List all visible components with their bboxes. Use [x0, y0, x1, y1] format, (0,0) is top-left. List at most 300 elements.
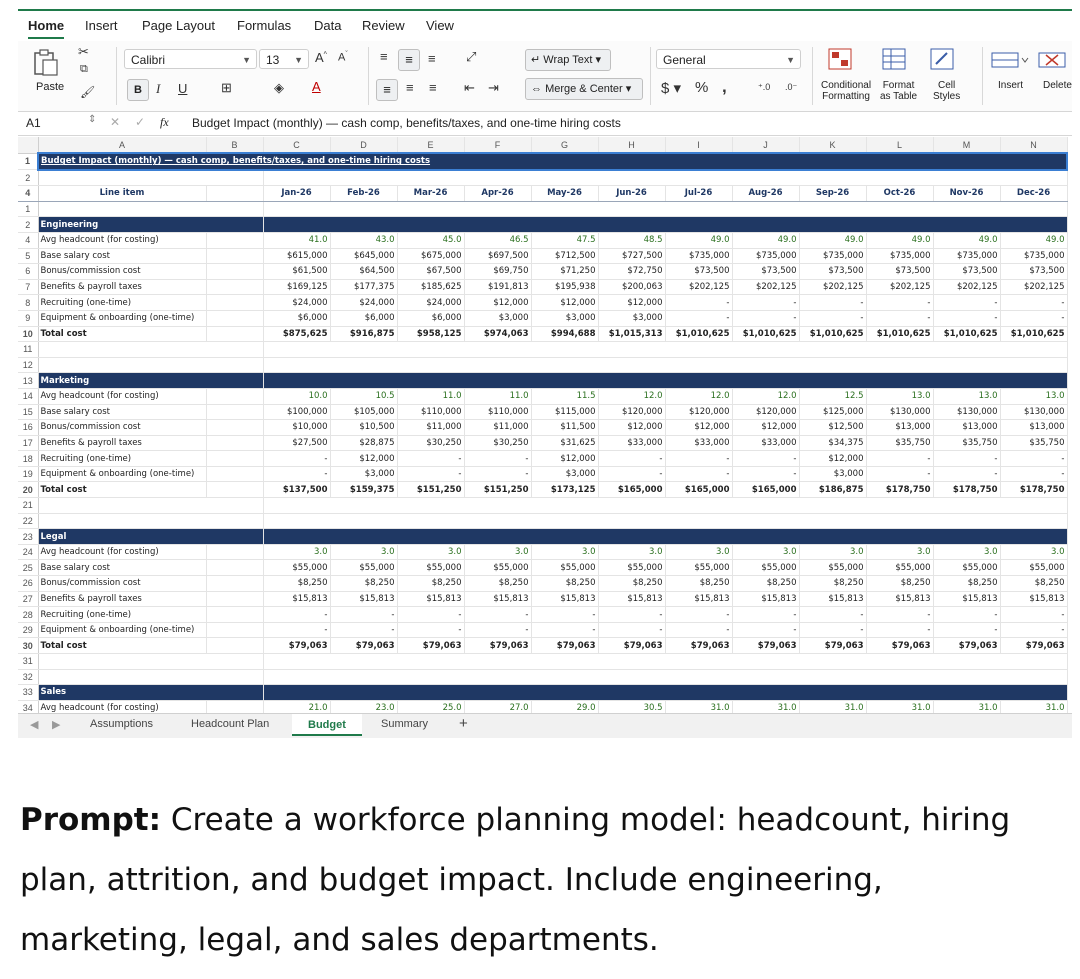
row-number[interactable]: 9 [18, 310, 38, 326]
value-cell[interactable]: 31.0 [799, 700, 866, 713]
value-cell[interactable]: $974,063 [464, 326, 531, 342]
value-cell[interactable]: $15,813 [1000, 591, 1067, 607]
value-cell[interactable]: - [866, 310, 933, 326]
value-cell[interactable]: 10.5 [330, 388, 397, 404]
value-cell[interactable]: $202,125 [732, 279, 799, 295]
value-cell[interactable]: 12.0 [598, 388, 665, 404]
value-cell[interactable]: $8,250 [263, 576, 330, 592]
value-cell[interactable]: 3.0 [598, 544, 665, 560]
enter-icon[interactable]: ✓ [135, 115, 146, 129]
scroll-right-icon[interactable]: ▶ [52, 719, 61, 731]
column-header[interactable]: L [866, 137, 933, 153]
value-cell[interactable]: $55,000 [866, 560, 933, 576]
department-label[interactable]: Sales [38, 685, 263, 701]
value-cell[interactable]: $151,250 [464, 482, 531, 498]
value-cell[interactable]: - [598, 622, 665, 638]
column-header[interactable]: C [263, 137, 330, 153]
line-item-label[interactable]: Benefits & payroll taxes [38, 279, 206, 295]
row-number[interactable]: 7 [18, 279, 38, 295]
value-cell[interactable]: 12.5 [799, 388, 866, 404]
value-cell[interactable]: $24,000 [330, 295, 397, 311]
value-cell[interactable]: $79,063 [732, 638, 799, 654]
column-header[interactable]: I [665, 137, 732, 153]
value-cell[interactable]: $130,000 [1000, 404, 1067, 420]
add-sheet-button[interactable]: + [459, 715, 468, 732]
value-cell[interactable]: - [665, 466, 732, 482]
value-cell[interactable]: $8,250 [397, 576, 464, 592]
value-cell[interactable]: $34,375 [799, 435, 866, 451]
value-cell[interactable]: $15,813 [933, 591, 1000, 607]
value-cell[interactable]: - [933, 466, 1000, 482]
value-cell[interactable]: - [464, 622, 531, 638]
value-cell[interactable]: $30,250 [397, 435, 464, 451]
format-as-table-button[interactable] [882, 47, 916, 74]
increase-decimal-icon[interactable]: ⁺.0 [758, 82, 771, 92]
line-item-header[interactable]: Line item [38, 186, 206, 202]
row-number[interactable]: 25 [18, 560, 38, 576]
value-cell[interactable]: $100,000 [263, 404, 330, 420]
empty-cell[interactable] [38, 170, 263, 186]
value-cell[interactable]: 31.0 [665, 700, 732, 713]
empty-cell[interactable] [206, 404, 263, 420]
value-cell[interactable]: 45.0 [397, 232, 464, 248]
line-item-label[interactable]: Equipment & onboarding (one-time) [38, 466, 206, 482]
value-cell[interactable]: 49.0 [866, 232, 933, 248]
month-header[interactable]: Oct-26 [866, 186, 933, 202]
value-cell[interactable]: $55,000 [732, 560, 799, 576]
value-cell[interactable]: - [464, 451, 531, 467]
value-cell[interactable]: $15,813 [263, 591, 330, 607]
value-cell[interactable]: $6,000 [263, 310, 330, 326]
value-cell[interactable]: $8,250 [732, 576, 799, 592]
empty-cell[interactable] [206, 435, 263, 451]
cancel-icon[interactable]: ✕ [110, 115, 121, 129]
value-cell[interactable]: $55,000 [397, 560, 464, 576]
value-cell[interactable]: $3,000 [598, 310, 665, 326]
value-cell[interactable]: - [799, 607, 866, 623]
value-cell[interactable]: - [263, 607, 330, 623]
value-cell[interactable]: $15,813 [330, 591, 397, 607]
month-header[interactable]: Sep-26 [799, 186, 866, 202]
value-cell[interactable]: $8,250 [464, 576, 531, 592]
department-band[interactable] [263, 373, 1067, 389]
row-number[interactable]: 5 [18, 248, 38, 264]
value-cell[interactable]: 3.0 [531, 544, 598, 560]
empty-cell[interactable] [38, 342, 263, 358]
cut-icon[interactable]: ✂ [78, 44, 89, 59]
value-cell[interactable]: - [732, 451, 799, 467]
value-cell[interactable]: $15,813 [665, 591, 732, 607]
empty-cell[interactable] [206, 544, 263, 560]
row-number[interactable]: 15 [18, 404, 38, 420]
row-number[interactable]: 6 [18, 264, 38, 280]
row-number[interactable]: 14 [18, 388, 38, 404]
value-cell[interactable]: 3.0 [263, 544, 330, 560]
value-cell[interactable]: - [866, 466, 933, 482]
column-header[interactable]: H [598, 137, 665, 153]
line-item-label[interactable]: Benefits & payroll taxes [38, 435, 206, 451]
align-top-icon[interactable]: ≡ [380, 49, 388, 64]
value-cell[interactable]: - [330, 607, 397, 623]
month-header[interactable]: Aug-26 [732, 186, 799, 202]
value-cell[interactable]: $875,625 [263, 326, 330, 342]
empty-cell[interactable] [263, 170, 1067, 186]
select-all-corner[interactable] [18, 137, 38, 153]
font-size-select[interactable] [259, 49, 309, 69]
value-cell[interactable]: 3.0 [464, 544, 531, 560]
value-cell[interactable]: $735,000 [665, 248, 732, 264]
value-cell[interactable]: 49.0 [799, 232, 866, 248]
value-cell[interactable]: $8,250 [531, 576, 598, 592]
paste-button[interactable] [30, 47, 60, 80]
value-cell[interactable]: $130,000 [933, 404, 1000, 420]
value-cell[interactable]: 43.0 [330, 232, 397, 248]
sheet-tab-summary[interactable]: Summary [381, 718, 429, 730]
value-cell[interactable]: - [531, 622, 598, 638]
value-cell[interactable]: - [799, 622, 866, 638]
value-cell[interactable]: $31,625 [531, 435, 598, 451]
value-cell[interactable]: - [1000, 451, 1067, 467]
tab-formulas[interactable]: Formulas [237, 18, 292, 33]
value-cell[interactable]: $200,063 [598, 279, 665, 295]
value-cell[interactable]: 3.0 [866, 544, 933, 560]
value-cell[interactable]: $958,125 [397, 326, 464, 342]
value-cell[interactable]: - [866, 451, 933, 467]
row-number[interactable]: 20 [18, 482, 38, 498]
number-format-select[interactable] [656, 49, 801, 69]
value-cell[interactable]: - [933, 295, 1000, 311]
sheet-tab-headcount-plan[interactable]: Headcount Plan [191, 718, 270, 730]
value-cell[interactable]: $6,000 [397, 310, 464, 326]
value-cell[interactable]: 13.0 [933, 388, 1000, 404]
value-cell[interactable]: $15,813 [397, 591, 464, 607]
value-cell[interactable]: $73,500 [866, 264, 933, 280]
line-item-label[interactable]: Total cost [38, 326, 206, 342]
value-cell[interactable]: $15,813 [531, 591, 598, 607]
line-item-label[interactable]: Avg headcount (for costing) [38, 232, 206, 248]
empty-cell[interactable] [38, 357, 263, 373]
month-header[interactable]: Dec-26 [1000, 186, 1067, 202]
value-cell[interactable]: $73,500 [933, 264, 1000, 280]
empty-cell[interactable] [38, 669, 263, 685]
column-header[interactable]: A [38, 137, 206, 153]
line-item-label[interactable]: Total cost [38, 482, 206, 498]
value-cell[interactable]: $994,688 [531, 326, 598, 342]
empty-cell[interactable] [263, 357, 1067, 373]
value-cell[interactable]: 27.0 [464, 700, 531, 713]
value-cell[interactable]: $79,063 [866, 638, 933, 654]
value-cell[interactable]: 41.0 [263, 232, 330, 248]
month-header[interactable]: Jan-26 [263, 186, 330, 202]
value-cell[interactable]: $185,625 [397, 279, 464, 295]
value-cell[interactable]: 3.0 [732, 544, 799, 560]
scroll-left-icon[interactable]: ◀ [30, 719, 39, 731]
value-cell[interactable]: 3.0 [665, 544, 732, 560]
value-cell[interactable]: $202,125 [866, 279, 933, 295]
line-item-label[interactable]: Bonus/commission cost [38, 420, 206, 436]
value-cell[interactable]: $110,000 [397, 404, 464, 420]
value-cell[interactable]: $186,875 [799, 482, 866, 498]
row-number[interactable]: 33 [18, 685, 38, 701]
value-cell[interactable]: - [866, 607, 933, 623]
align-center-icon[interactable]: ≡ [406, 80, 414, 95]
value-cell[interactable]: $24,000 [263, 295, 330, 311]
row-number[interactable]: 29 [18, 622, 38, 638]
value-cell[interactable]: - [799, 295, 866, 311]
value-cell[interactable]: 25.0 [397, 700, 464, 713]
line-item-label[interactable]: Avg headcount (for costing) [38, 700, 206, 713]
month-header[interactable]: Nov-26 [933, 186, 1000, 202]
line-item-label[interactable]: Recruiting (one-time) [38, 295, 206, 311]
value-cell[interactable]: $15,813 [464, 591, 531, 607]
line-item-label[interactable]: Total cost [38, 638, 206, 654]
value-cell[interactable]: 30.5 [598, 700, 665, 713]
line-item-label[interactable]: Equipment & onboarding (one-time) [38, 622, 206, 638]
value-cell[interactable]: $202,125 [799, 279, 866, 295]
empty-header-cell[interactable] [206, 186, 263, 202]
value-cell[interactable]: $735,000 [933, 248, 1000, 264]
value-cell[interactable]: $11,000 [397, 420, 464, 436]
value-cell[interactable]: $1,010,625 [1000, 326, 1067, 342]
value-cell[interactable]: - [732, 622, 799, 638]
value-cell[interactable]: - [732, 295, 799, 311]
value-cell[interactable]: 11.0 [397, 388, 464, 404]
column-header[interactable]: J [732, 137, 799, 153]
value-cell[interactable]: $645,000 [330, 248, 397, 264]
conditional-formatting-button[interactable] [828, 47, 862, 74]
value-cell[interactable]: $13,000 [933, 420, 1000, 436]
empty-cell[interactable] [263, 513, 1067, 529]
department-label[interactable]: Engineering [38, 217, 263, 233]
sheet-tab-budget[interactable]: Budget [292, 714, 362, 736]
value-cell[interactable]: $202,125 [1000, 279, 1067, 295]
line-item-label[interactable]: Benefits & payroll taxes [38, 591, 206, 607]
font-color-icon[interactable]: A [312, 79, 321, 94]
spreadsheet-grid[interactable] [18, 137, 1072, 713]
empty-cell[interactable] [206, 264, 263, 280]
value-cell[interactable]: - [665, 295, 732, 311]
value-cell[interactable]: $12,000 [531, 295, 598, 311]
value-cell[interactable]: $11,000 [464, 420, 531, 436]
line-item-label[interactable]: Recruiting (one-time) [38, 451, 206, 467]
bold-button[interactable]: B [127, 79, 149, 101]
value-cell[interactable]: $173,125 [531, 482, 598, 498]
value-cell[interactable]: $165,000 [665, 482, 732, 498]
empty-cell[interactable] [206, 622, 263, 638]
font-name-select[interactable] [124, 49, 257, 69]
row-number[interactable]: 18 [18, 451, 38, 467]
tab-insert[interactable]: Insert [85, 18, 118, 33]
value-cell[interactable]: - [263, 622, 330, 638]
row-number[interactable]: 11 [18, 342, 38, 358]
empty-cell[interactable] [206, 451, 263, 467]
value-cell[interactable]: $55,000 [1000, 560, 1067, 576]
row-number[interactable]: 21 [18, 498, 38, 514]
value-cell[interactable]: - [397, 451, 464, 467]
value-cell[interactable]: - [397, 622, 464, 638]
value-cell[interactable]: $33,000 [598, 435, 665, 451]
value-cell[interactable]: 11.5 [531, 388, 598, 404]
value-cell[interactable]: - [665, 622, 732, 638]
value-cell[interactable]: $11,500 [531, 420, 598, 436]
value-cell[interactable]: - [1000, 295, 1067, 311]
value-cell[interactable]: 12.0 [665, 388, 732, 404]
line-item-label[interactable]: Avg headcount (for costing) [38, 388, 206, 404]
value-cell[interactable]: - [464, 607, 531, 623]
tab-view[interactable]: View [426, 18, 454, 33]
month-header[interactable]: Apr-26 [464, 186, 531, 202]
line-item-label[interactable]: Recruiting (one-time) [38, 607, 206, 623]
row-number[interactable]: 1 [18, 153, 38, 170]
value-cell[interactable]: 49.0 [665, 232, 732, 248]
row-number[interactable]: 27 [18, 591, 38, 607]
align-bottom-icon[interactable]: ≡ [428, 51, 436, 66]
department-label[interactable]: Legal [38, 529, 263, 545]
empty-cell[interactable] [38, 513, 263, 529]
row-number[interactable]: 8 [18, 295, 38, 311]
align-left-icon[interactable]: ≡ [376, 79, 398, 101]
empty-cell[interactable] [206, 295, 263, 311]
tab-review[interactable]: Review [362, 18, 405, 33]
value-cell[interactable]: 11.0 [464, 388, 531, 404]
department-label[interactable]: Marketing [38, 373, 263, 389]
value-cell[interactable]: $12,000 [799, 451, 866, 467]
line-item-label[interactable]: Avg headcount (for costing) [38, 544, 206, 560]
formula-input[interactable]: Budget Impact (monthly) — cash comp, benefits/taxes, and one-time hiring costs [192, 116, 621, 130]
value-cell[interactable]: 3.0 [799, 544, 866, 560]
row-number[interactable]: 17 [18, 435, 38, 451]
value-cell[interactable]: - [933, 310, 1000, 326]
value-cell[interactable]: $6,000 [330, 310, 397, 326]
empty-cell[interactable] [206, 482, 263, 498]
row-number[interactable]: 2 [18, 170, 38, 186]
row-number[interactable]: 22 [18, 513, 38, 529]
empty-cell[interactable] [263, 654, 1067, 670]
line-item-label[interactable]: Base salary cost [38, 248, 206, 264]
copy-icon[interactable]: ⧉ [80, 63, 88, 75]
value-cell[interactable]: - [263, 451, 330, 467]
value-cell[interactable]: - [665, 451, 732, 467]
empty-cell[interactable] [263, 201, 1067, 217]
value-cell[interactable]: - [263, 466, 330, 482]
decrease-decimal-icon[interactable]: .0⁻ [785, 82, 798, 92]
value-cell[interactable]: $1,015,313 [598, 326, 665, 342]
orientation-icon[interactable]: ⤢ [466, 49, 477, 64]
row-number[interactable]: 4 [18, 186, 38, 202]
cell-styles-button[interactable] [930, 47, 964, 74]
month-header[interactable]: Jul-26 [665, 186, 732, 202]
value-cell[interactable]: 31.0 [1000, 700, 1067, 713]
fill-color-icon[interactable]: ◈ [274, 80, 284, 95]
value-cell[interactable]: - [464, 466, 531, 482]
value-cell[interactable]: $165,000 [598, 482, 665, 498]
value-cell[interactable]: $12,000 [531, 451, 598, 467]
value-cell[interactable]: $73,500 [1000, 264, 1067, 280]
value-cell[interactable]: - [732, 607, 799, 623]
column-header[interactable]: K [799, 137, 866, 153]
empty-cell[interactable] [206, 700, 263, 713]
value-cell[interactable]: $69,750 [464, 264, 531, 280]
value-cell[interactable]: 31.0 [933, 700, 1000, 713]
value-cell[interactable]: $55,000 [799, 560, 866, 576]
value-cell[interactable]: $15,813 [598, 591, 665, 607]
value-cell[interactable]: $79,063 [665, 638, 732, 654]
decrease-font-icon[interactable]: $A^ˇ$ [338, 51, 348, 64]
value-cell[interactable]: $15,813 [866, 591, 933, 607]
value-cell[interactable]: $735,000 [799, 248, 866, 264]
value-cell[interactable]: - [598, 607, 665, 623]
row-number[interactable]: 30 [18, 638, 38, 654]
value-cell[interactable]: $727,500 [598, 248, 665, 264]
value-cell[interactable]: $697,500 [464, 248, 531, 264]
comma-button[interactable]: , [722, 77, 727, 96]
value-cell[interactable]: $67,500 [397, 264, 464, 280]
empty-cell[interactable] [206, 248, 263, 264]
month-header[interactable]: May-26 [531, 186, 598, 202]
value-cell[interactable]: $3,000 [531, 466, 598, 482]
value-cell[interactable]: $28,875 [330, 435, 397, 451]
column-header[interactable]: E [397, 137, 464, 153]
tab-home[interactable]: Home [28, 18, 65, 33]
value-cell[interactable]: $55,000 [665, 560, 732, 576]
empty-cell[interactable] [38, 654, 263, 670]
value-cell[interactable]: $8,250 [799, 576, 866, 592]
delete-cells-button[interactable] [1038, 49, 1072, 74]
value-cell[interactable]: $8,250 [866, 576, 933, 592]
value-cell[interactable]: $735,000 [1000, 248, 1067, 264]
value-cell[interactable]: $73,500 [665, 264, 732, 280]
line-item-label[interactable]: Bonus/commission cost [38, 264, 206, 280]
underline-button[interactable]: U [178, 81, 188, 96]
value-cell[interactable]: $110,000 [464, 404, 531, 420]
value-cell[interactable]: - [866, 622, 933, 638]
value-cell[interactable]: $1,010,625 [866, 326, 933, 342]
value-cell[interactable]: $79,063 [263, 638, 330, 654]
italic-button[interactable]: I [156, 81, 161, 96]
value-cell[interactable]: 3.0 [933, 544, 1000, 560]
value-cell[interactable]: $151,250 [397, 482, 464, 498]
value-cell[interactable]: $55,000 [330, 560, 397, 576]
value-cell[interactable]: $13,000 [866, 420, 933, 436]
line-item-label[interactable]: Equipment & onboarding (one-time) [38, 310, 206, 326]
value-cell[interactable]: $130,000 [866, 404, 933, 420]
value-cell[interactable]: $115,000 [531, 404, 598, 420]
value-cell[interactable]: $12,000 [464, 295, 531, 311]
value-cell[interactable]: $79,063 [464, 638, 531, 654]
insert-cells-button[interactable] [991, 49, 1029, 74]
value-cell[interactable]: $12,000 [330, 451, 397, 467]
value-cell[interactable]: $165,000 [732, 482, 799, 498]
row-number[interactable]: 2 [18, 217, 38, 233]
borders-icon[interactable]: ⊞ [221, 80, 232, 95]
department-band[interactable] [263, 685, 1067, 701]
align-middle-icon[interactable]: ≡ [398, 49, 420, 71]
value-cell[interactable]: - [330, 622, 397, 638]
value-cell[interactable]: $178,750 [933, 482, 1000, 498]
value-cell[interactable]: $916,875 [330, 326, 397, 342]
value-cell[interactable]: $33,000 [732, 435, 799, 451]
department-band[interactable] [263, 217, 1067, 233]
sheet-tab-assumptions[interactable]: Assumptions [90, 718, 153, 730]
value-cell[interactable]: $169,125 [263, 279, 330, 295]
value-cell[interactable]: $191,813 [464, 279, 531, 295]
row-number[interactable]: 1 [18, 201, 38, 217]
row-number[interactable]: 34 [18, 700, 38, 713]
value-cell[interactable]: $61,500 [263, 264, 330, 280]
month-header[interactable]: Feb-26 [330, 186, 397, 202]
value-cell[interactable]: 49.0 [732, 232, 799, 248]
value-cell[interactable]: 3.0 [1000, 544, 1067, 560]
